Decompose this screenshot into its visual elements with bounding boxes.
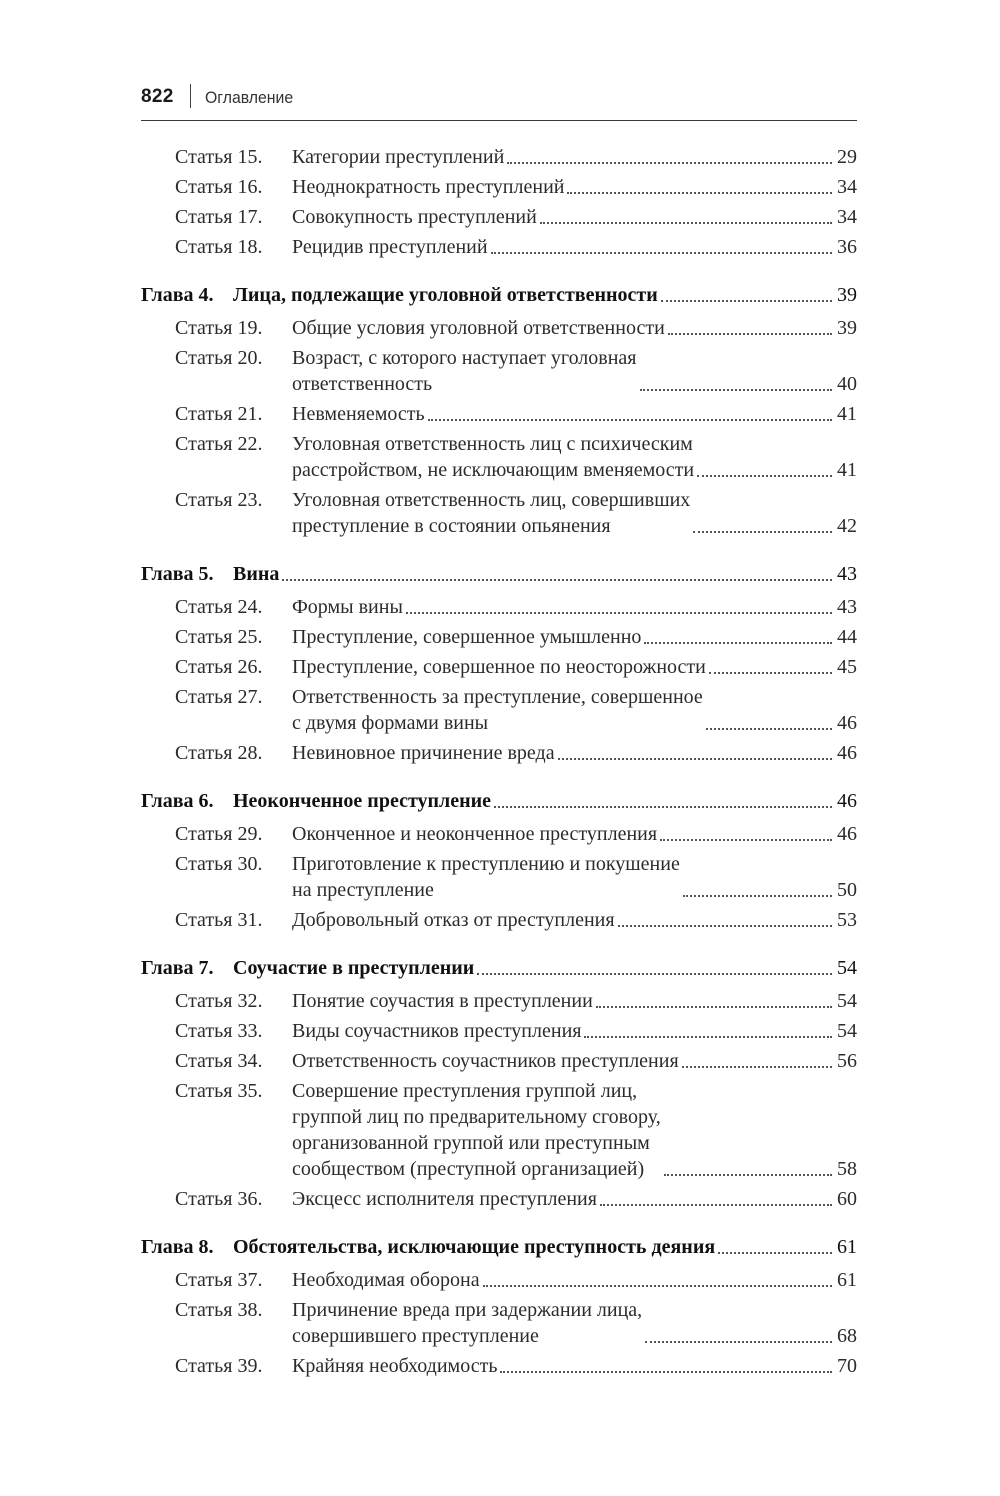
- dot-leader: [645, 1341, 832, 1343]
- toc-article[interactable]: [141, 234, 857, 260]
- article-number: Статья 19.: [175, 317, 263, 339]
- page-ref: 54: [837, 1020, 857, 1042]
- toc-entry-body: [292, 345, 857, 397]
- chapter-number: Глава 5.: [141, 563, 214, 585]
- article-number: Статья 31.: [175, 909, 263, 931]
- chapter-title: Обстоятельства, исключающие преступность деяния: [233, 1236, 716, 1258]
- page-ref: 58: [837, 1158, 857, 1180]
- chapter-number: Глава 7.: [141, 957, 214, 979]
- page-ref: 54: [837, 990, 857, 1012]
- page-ref: 54: [837, 957, 857, 979]
- article-number: Статья 34.: [175, 1050, 263, 1072]
- dot-leader: [477, 973, 832, 975]
- article-title: Невменяемость: [292, 403, 425, 425]
- toc-chapter[interactable]: [141, 788, 857, 814]
- toc-article[interactable]: [141, 684, 857, 736]
- toc-article[interactable]: [141, 654, 857, 680]
- toc-entry-body: [292, 624, 857, 650]
- toc-entry-body: [292, 1353, 857, 1379]
- chapter-title: Лица, подлежащие уголовной ответственности: [233, 284, 658, 306]
- article-number: Статья 30.: [175, 853, 263, 875]
- toc-article[interactable]: [141, 1048, 857, 1074]
- toc-entry-body: [292, 487, 857, 539]
- toc-entry-body: [292, 234, 857, 260]
- toc-article[interactable]: [141, 174, 857, 200]
- article-number: Статья 35.: [175, 1080, 263, 1102]
- toc-entry-body: [233, 955, 857, 981]
- article-title: Совокупность преступлений: [292, 206, 537, 228]
- page-ref: 34: [837, 176, 857, 198]
- toc-article[interactable]: [141, 204, 857, 230]
- article-number: Статья 27.: [175, 686, 263, 708]
- toc-article[interactable]: [141, 1018, 857, 1044]
- toc-entry-body: [292, 315, 857, 341]
- dot-leader: [507, 162, 832, 164]
- dot-leader: [661, 300, 832, 302]
- dot-leader: [618, 925, 832, 927]
- toc-article[interactable]: [141, 401, 857, 427]
- page-ref: 45: [837, 656, 857, 678]
- toc-entry-body: [292, 684, 857, 736]
- article-number: Статья 22.: [175, 433, 263, 455]
- toc-chapter[interactable]: [141, 1234, 857, 1260]
- toc-entry-body: [292, 1078, 857, 1182]
- article-title: Причинение вреда при задержании лица, совершившего преступление: [292, 1299, 643, 1347]
- dot-leader: [282, 579, 832, 581]
- toc-entry-body: [233, 561, 857, 587]
- article-number: Статья 21.: [175, 403, 263, 425]
- article-number: Статья 32.: [175, 990, 263, 1012]
- page-ref: 43: [837, 596, 857, 618]
- article-title: Неоднократность преступлений: [292, 176, 565, 198]
- article-title: Виды соучастников преступления: [292, 1020, 582, 1042]
- article-title: Формы вины: [292, 596, 403, 618]
- article-title: Рецидив преступлений: [292, 236, 488, 258]
- page-ref: 41: [837, 459, 857, 481]
- toc-entry-body: [292, 204, 857, 230]
- page-ref: 39: [837, 284, 857, 306]
- article-number: Статья 38.: [175, 1299, 263, 1321]
- article-number: Статья 15.: [175, 146, 263, 168]
- chapter-title: Соучастие в преступлении: [233, 957, 475, 979]
- article-number: Статья 16.: [175, 176, 263, 198]
- article-title: Понятие соучастия в преступлении: [292, 990, 593, 1012]
- page-ref: 61: [837, 1236, 857, 1258]
- toc-entry-body: [233, 282, 857, 308]
- toc-entry-body: [292, 1267, 857, 1293]
- article-title: Ответственность за преступление, совершенное с двумя формами вины: [292, 686, 703, 734]
- dot-leader: [644, 642, 832, 644]
- dot-leader: [682, 1066, 832, 1068]
- page-ref: 46: [837, 790, 857, 812]
- page-ref: 34: [837, 206, 857, 228]
- article-number: Статья 20.: [175, 347, 263, 369]
- article-title: Уголовная ответственность лиц с психическим расстройством, не исключающим вменяемости: [292, 433, 695, 481]
- article-title: Добровольный отказ от преступления: [292, 909, 615, 931]
- page-ref: 60: [837, 1188, 857, 1210]
- page-ref: 43: [837, 563, 857, 585]
- toc-entry-body: [292, 1297, 857, 1349]
- dot-leader: [584, 1036, 832, 1038]
- toc-entry-body: [292, 144, 857, 170]
- toc-article[interactable]: [141, 851, 857, 903]
- article-number: Статья 17.: [175, 206, 263, 228]
- article-title: Общие условия уголовной ответственности: [292, 317, 665, 339]
- dot-leader: [718, 1252, 832, 1254]
- article-title: Крайняя необходимость: [292, 1355, 498, 1377]
- article-title: Оконченное и неоконченное преступления: [292, 823, 658, 845]
- toc-entry-body: [292, 1186, 857, 1212]
- page-ref: 53: [837, 909, 857, 931]
- article-number: Статья 29.: [175, 823, 263, 845]
- toc-entry-body: [292, 851, 857, 903]
- dot-leader: [600, 1204, 832, 1206]
- article-number: Статья 26.: [175, 656, 263, 678]
- page-ref: 40: [837, 373, 857, 395]
- toc-article[interactable]: [141, 487, 857, 539]
- dot-leader: [709, 672, 832, 674]
- page-ref: 36: [837, 236, 857, 258]
- running-title: Оглавление: [205, 88, 294, 107]
- page-ref: 42: [837, 515, 857, 537]
- dot-leader: [706, 728, 832, 730]
- page-ref: 70: [837, 1355, 857, 1377]
- article-title: Необходимая оборона: [292, 1269, 480, 1291]
- dot-leader: [640, 389, 832, 391]
- toc-article[interactable]: [141, 1353, 857, 1379]
- table-of-contents: [141, 140, 857, 1379]
- toc-entry-body: [233, 788, 857, 814]
- toc-article[interactable]: [141, 907, 857, 933]
- article-number: Статья 28.: [175, 742, 263, 764]
- dot-leader: [660, 839, 832, 841]
- dot-leader: [683, 895, 832, 897]
- toc-entry-body: [292, 740, 857, 766]
- article-title: Уголовная ответственность лиц, совершивших преступление в состоянии опьянения: [292, 489, 691, 537]
- dot-leader: [697, 475, 832, 477]
- article-number: Статья 39.: [175, 1355, 263, 1377]
- article-title: Преступление, совершенное умышленно: [292, 626, 642, 648]
- toc-article[interactable]: [141, 821, 857, 847]
- toc-chapter[interactable]: [141, 561, 857, 587]
- article-title: Преступление, совершенное по неосторожности: [292, 656, 706, 678]
- page-ref: 50: [837, 879, 857, 901]
- page-ref: 41: [837, 403, 857, 425]
- toc-article[interactable]: [141, 740, 857, 766]
- article-number: Статья 18.: [175, 236, 263, 258]
- page-ref: 44: [837, 626, 857, 648]
- toc-entry-body: [292, 654, 857, 680]
- toc-article[interactable]: [141, 345, 857, 397]
- chapter-title: Неоконченное преступление: [233, 790, 492, 812]
- toc-entry-body: [233, 1234, 857, 1260]
- page-ref: 56: [837, 1050, 857, 1072]
- toc-article[interactable]: [141, 594, 857, 620]
- article-title: Невиновное причинение вреда: [292, 742, 555, 764]
- page-ref: 29: [837, 146, 857, 168]
- article-number: Статья 25.: [175, 626, 263, 648]
- toc-article[interactable]: [141, 1186, 857, 1212]
- dot-leader: [500, 1371, 832, 1373]
- article-title: Категории преступлений: [292, 146, 505, 168]
- dot-leader: [428, 419, 832, 421]
- toc-article[interactable]: [141, 431, 857, 483]
- toc-article[interactable]: [141, 1297, 857, 1349]
- article-number: Статья 37.: [175, 1269, 263, 1291]
- toc-article[interactable]: [141, 624, 857, 650]
- dot-leader: [491, 252, 832, 254]
- page-number: 822: [141, 86, 174, 107]
- article-number: Статья 23.: [175, 489, 263, 511]
- dot-leader: [693, 531, 832, 533]
- chapter-number: Глава 8.: [141, 1236, 214, 1258]
- dot-leader: [664, 1174, 832, 1176]
- article-title: Ответственность соучастников преступления: [292, 1050, 679, 1072]
- toc-chapter[interactable]: [141, 282, 857, 308]
- page-ref: 46: [837, 742, 857, 764]
- dot-leader: [558, 758, 832, 760]
- dot-leader: [406, 612, 832, 614]
- toc-entry-body: [292, 431, 857, 483]
- article-number: Статья 24.: [175, 596, 263, 618]
- page-ref: 46: [837, 823, 857, 845]
- article-title: Совершение преступления группой лиц, группой лиц по предварительному сговору, организованной группой или преступным сообществом (преступной организацией): [292, 1080, 661, 1180]
- toc-article[interactable]: [141, 144, 857, 170]
- toc-entry-body: [292, 594, 857, 620]
- toc-article[interactable]: [141, 1078, 857, 1182]
- dot-leader: [540, 222, 832, 224]
- toc-entry-body: [292, 988, 857, 1014]
- article-number: Статья 33.: [175, 1020, 263, 1042]
- article-title: Возраст, с которого наступает уголовная ответственность: [292, 347, 637, 395]
- dot-leader: [596, 1006, 832, 1008]
- toc-chapter[interactable]: [141, 955, 857, 981]
- page-ref: 46: [837, 712, 857, 734]
- toc-entry-body: [292, 401, 857, 427]
- page-header: [141, 84, 857, 121]
- article-title: Приготовление к преступлению и покушение на преступление: [292, 853, 680, 901]
- toc-article[interactable]: [141, 988, 857, 1014]
- dot-leader: [483, 1285, 832, 1287]
- article-title: Эксцесс исполнителя преступления: [292, 1188, 597, 1210]
- toc-article[interactable]: [141, 1267, 857, 1293]
- toc-entry-body: [292, 821, 857, 847]
- chapter-number: Глава 4.: [141, 284, 214, 306]
- page-ref: 39: [837, 317, 857, 339]
- toc-entry-body: [292, 174, 857, 200]
- page-ref: 61: [837, 1269, 857, 1291]
- article-number: Статья 36.: [175, 1188, 263, 1210]
- toc-article[interactable]: [141, 315, 857, 341]
- chapter-number: Глава 6.: [141, 790, 214, 812]
- header-separator: [190, 84, 191, 108]
- page-ref: 68: [837, 1325, 857, 1347]
- toc-entry-body: [292, 1018, 857, 1044]
- toc-entry-body: [292, 907, 857, 933]
- dot-leader: [668, 333, 832, 335]
- toc-entry-body: [292, 1048, 857, 1074]
- chapter-title: Вина: [233, 563, 280, 585]
- dot-leader: [567, 192, 832, 194]
- dot-leader: [494, 806, 832, 808]
